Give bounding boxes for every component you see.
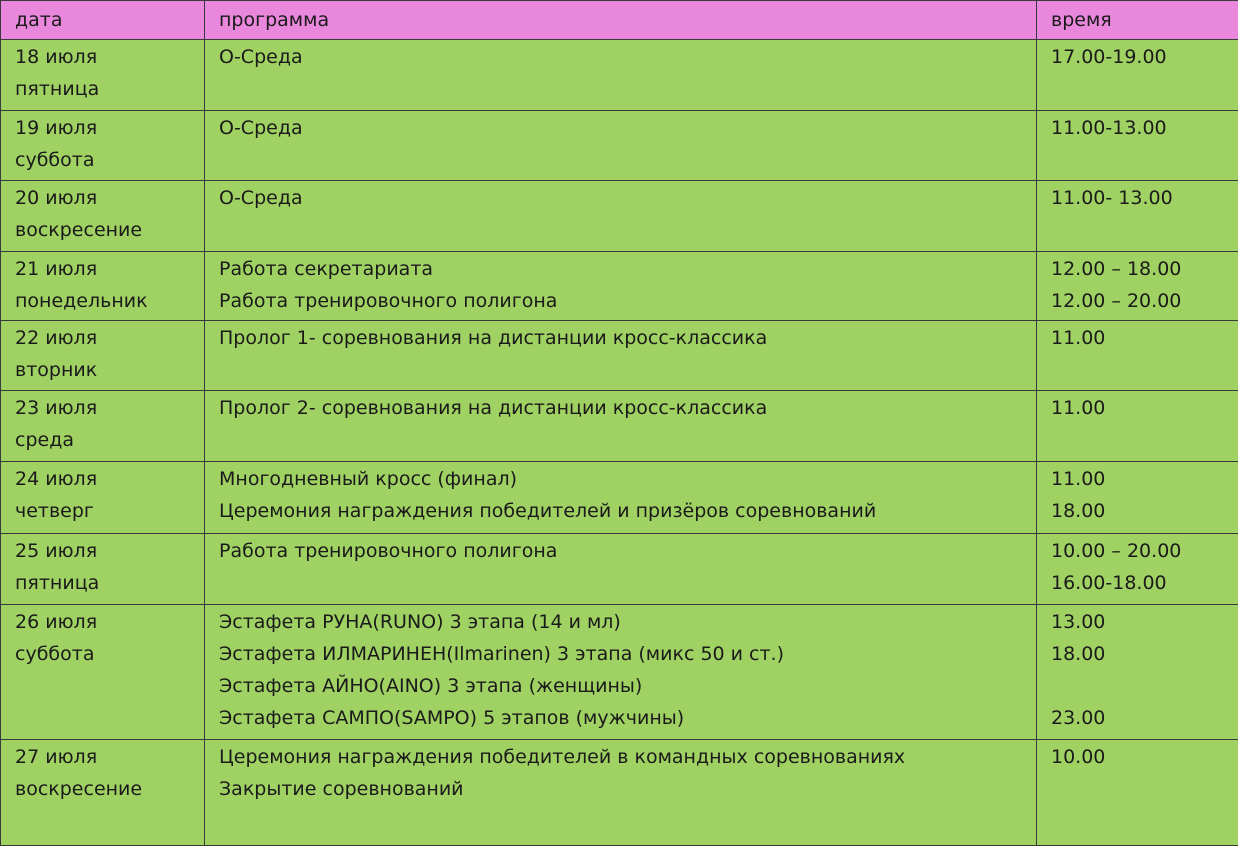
program-cell [205, 391, 1037, 462]
program-cell [205, 321, 1037, 391]
time-item: 11.00- 13.00 [1051, 187, 1173, 209]
time-cell [1037, 111, 1238, 181]
date-cell [1, 40, 205, 111]
date-text: 27 июля [15, 746, 98, 768]
time-item: 10.00 [1051, 746, 1106, 768]
time-cell [1037, 605, 1238, 740]
time-cell [1037, 181, 1238, 252]
header-time: время [1037, 1, 1238, 40]
time-cell [1037, 252, 1238, 321]
program-item: О-Среда [219, 187, 303, 209]
table-row [1, 534, 1238, 605]
program-cell [205, 462, 1037, 534]
program-item: Эстафета ИЛМАРИНЕН(Ilmarinen) 3 этапа (микс 50 и ст.) [219, 643, 785, 665]
date-cell [1, 321, 205, 391]
day-text: суббота [15, 643, 95, 665]
day-text: пятница [15, 78, 100, 100]
program-item: Эстафета САМПО(SAMPO) 5 этапов (мужчины) [219, 707, 685, 729]
time-item: 18.00 [1051, 643, 1106, 665]
date-text: 23 июля [15, 397, 98, 419]
program-item: Эстафета АЙНО(AINO) 3 этапа (женщины) [219, 675, 643, 697]
program-cell [205, 181, 1037, 252]
program-cell [205, 605, 1037, 740]
time-item: 11.00 [1051, 327, 1106, 349]
date-cell [1, 740, 205, 846]
program-cell [205, 111, 1037, 181]
date-text: 19 июля [15, 117, 98, 139]
time-item: 11.00 [1051, 397, 1106, 419]
header-row [1, 1, 1238, 40]
day-text: суббота [15, 149, 95, 171]
day-text: воскресение [15, 219, 143, 241]
table-row [1, 605, 1238, 740]
program-item: Закрытие соревнований [219, 778, 464, 800]
date-cell [1, 181, 205, 252]
time-cell [1037, 740, 1238, 846]
table-row [1, 252, 1238, 321]
date-cell [1, 462, 205, 534]
program-item: Церемония награждения победителей и призёров соревнований [219, 500, 877, 522]
time-item: 10.00 – 20.00 [1051, 540, 1182, 562]
time-item: 11.00-13.00 [1051, 117, 1167, 139]
time-item: 23.00 [1051, 707, 1106, 729]
time-item: 17.00-19.00 [1051, 46, 1167, 68]
time-cell [1037, 462, 1238, 534]
table-row [1, 740, 1238, 846]
program-item: Многодневный кросс (финал) [219, 468, 518, 490]
program-item: Пролог 1- соревнования на дистанции кросс-классика [219, 327, 768, 349]
day-text: вторник [15, 359, 98, 381]
program-item: О-Среда [219, 117, 303, 139]
program-cell [205, 740, 1037, 846]
date-text: 18 июля [15, 46, 98, 68]
program-item: Эстафета РУНА(RUNO) 3 этапа (14 и мл) [219, 611, 621, 633]
program-cell [205, 252, 1037, 321]
date-text: 20 июля [15, 187, 98, 209]
date-text: 21 июля [15, 258, 98, 280]
table-row [1, 391, 1238, 462]
program-item: Работа тренировочного полигона [219, 540, 558, 562]
date-text: 24 июля [15, 468, 98, 490]
program-item: Пролог 2- соревнования на дистанции кросс-классика [219, 397, 768, 419]
day-text: понедельник [15, 290, 148, 312]
time-cell [1037, 534, 1238, 605]
time-item: 12.00 – 18.00 [1051, 258, 1182, 280]
program-item: О-Среда [219, 46, 303, 68]
time-item: 12.00 – 20.00 [1051, 290, 1182, 312]
day-text: пятница [15, 572, 100, 594]
time-item: 13.00 [1051, 611, 1106, 633]
table-row [1, 181, 1238, 252]
header-date: дата [1, 1, 205, 40]
time-cell [1037, 391, 1238, 462]
program-item: Работа секретариата [219, 258, 434, 280]
date-cell [1, 534, 205, 605]
program-cell [205, 40, 1037, 111]
day-text: четверг [15, 500, 94, 522]
date-text: 22 июля [15, 327, 98, 349]
date-text: 26 июля [15, 611, 98, 633]
date-text: 25 июля [15, 540, 98, 562]
table-row [1, 40, 1238, 111]
program-item: Церемония награждения победителей в командных соревнованиях [219, 746, 906, 768]
header-program: программа [205, 1, 1037, 40]
day-text: воскресение [15, 778, 143, 800]
day-text: среда [15, 429, 74, 451]
time-cell [1037, 40, 1238, 111]
table-row [1, 111, 1238, 181]
time-item [1051, 670, 1238, 702]
time-cell [1037, 321, 1238, 391]
date-cell [1, 252, 205, 321]
time-item: 16.00-18.00 [1051, 572, 1167, 594]
date-cell [1, 605, 205, 740]
time-item: 18.00 [1051, 500, 1106, 522]
date-cell [1, 111, 205, 181]
date-cell [1, 391, 205, 462]
program-cell [205, 534, 1037, 605]
table-row [1, 321, 1238, 391]
program-item: Работа тренировочного полигона [219, 290, 558, 312]
time-item: 11.00 [1051, 468, 1106, 490]
table-row [1, 462, 1238, 534]
